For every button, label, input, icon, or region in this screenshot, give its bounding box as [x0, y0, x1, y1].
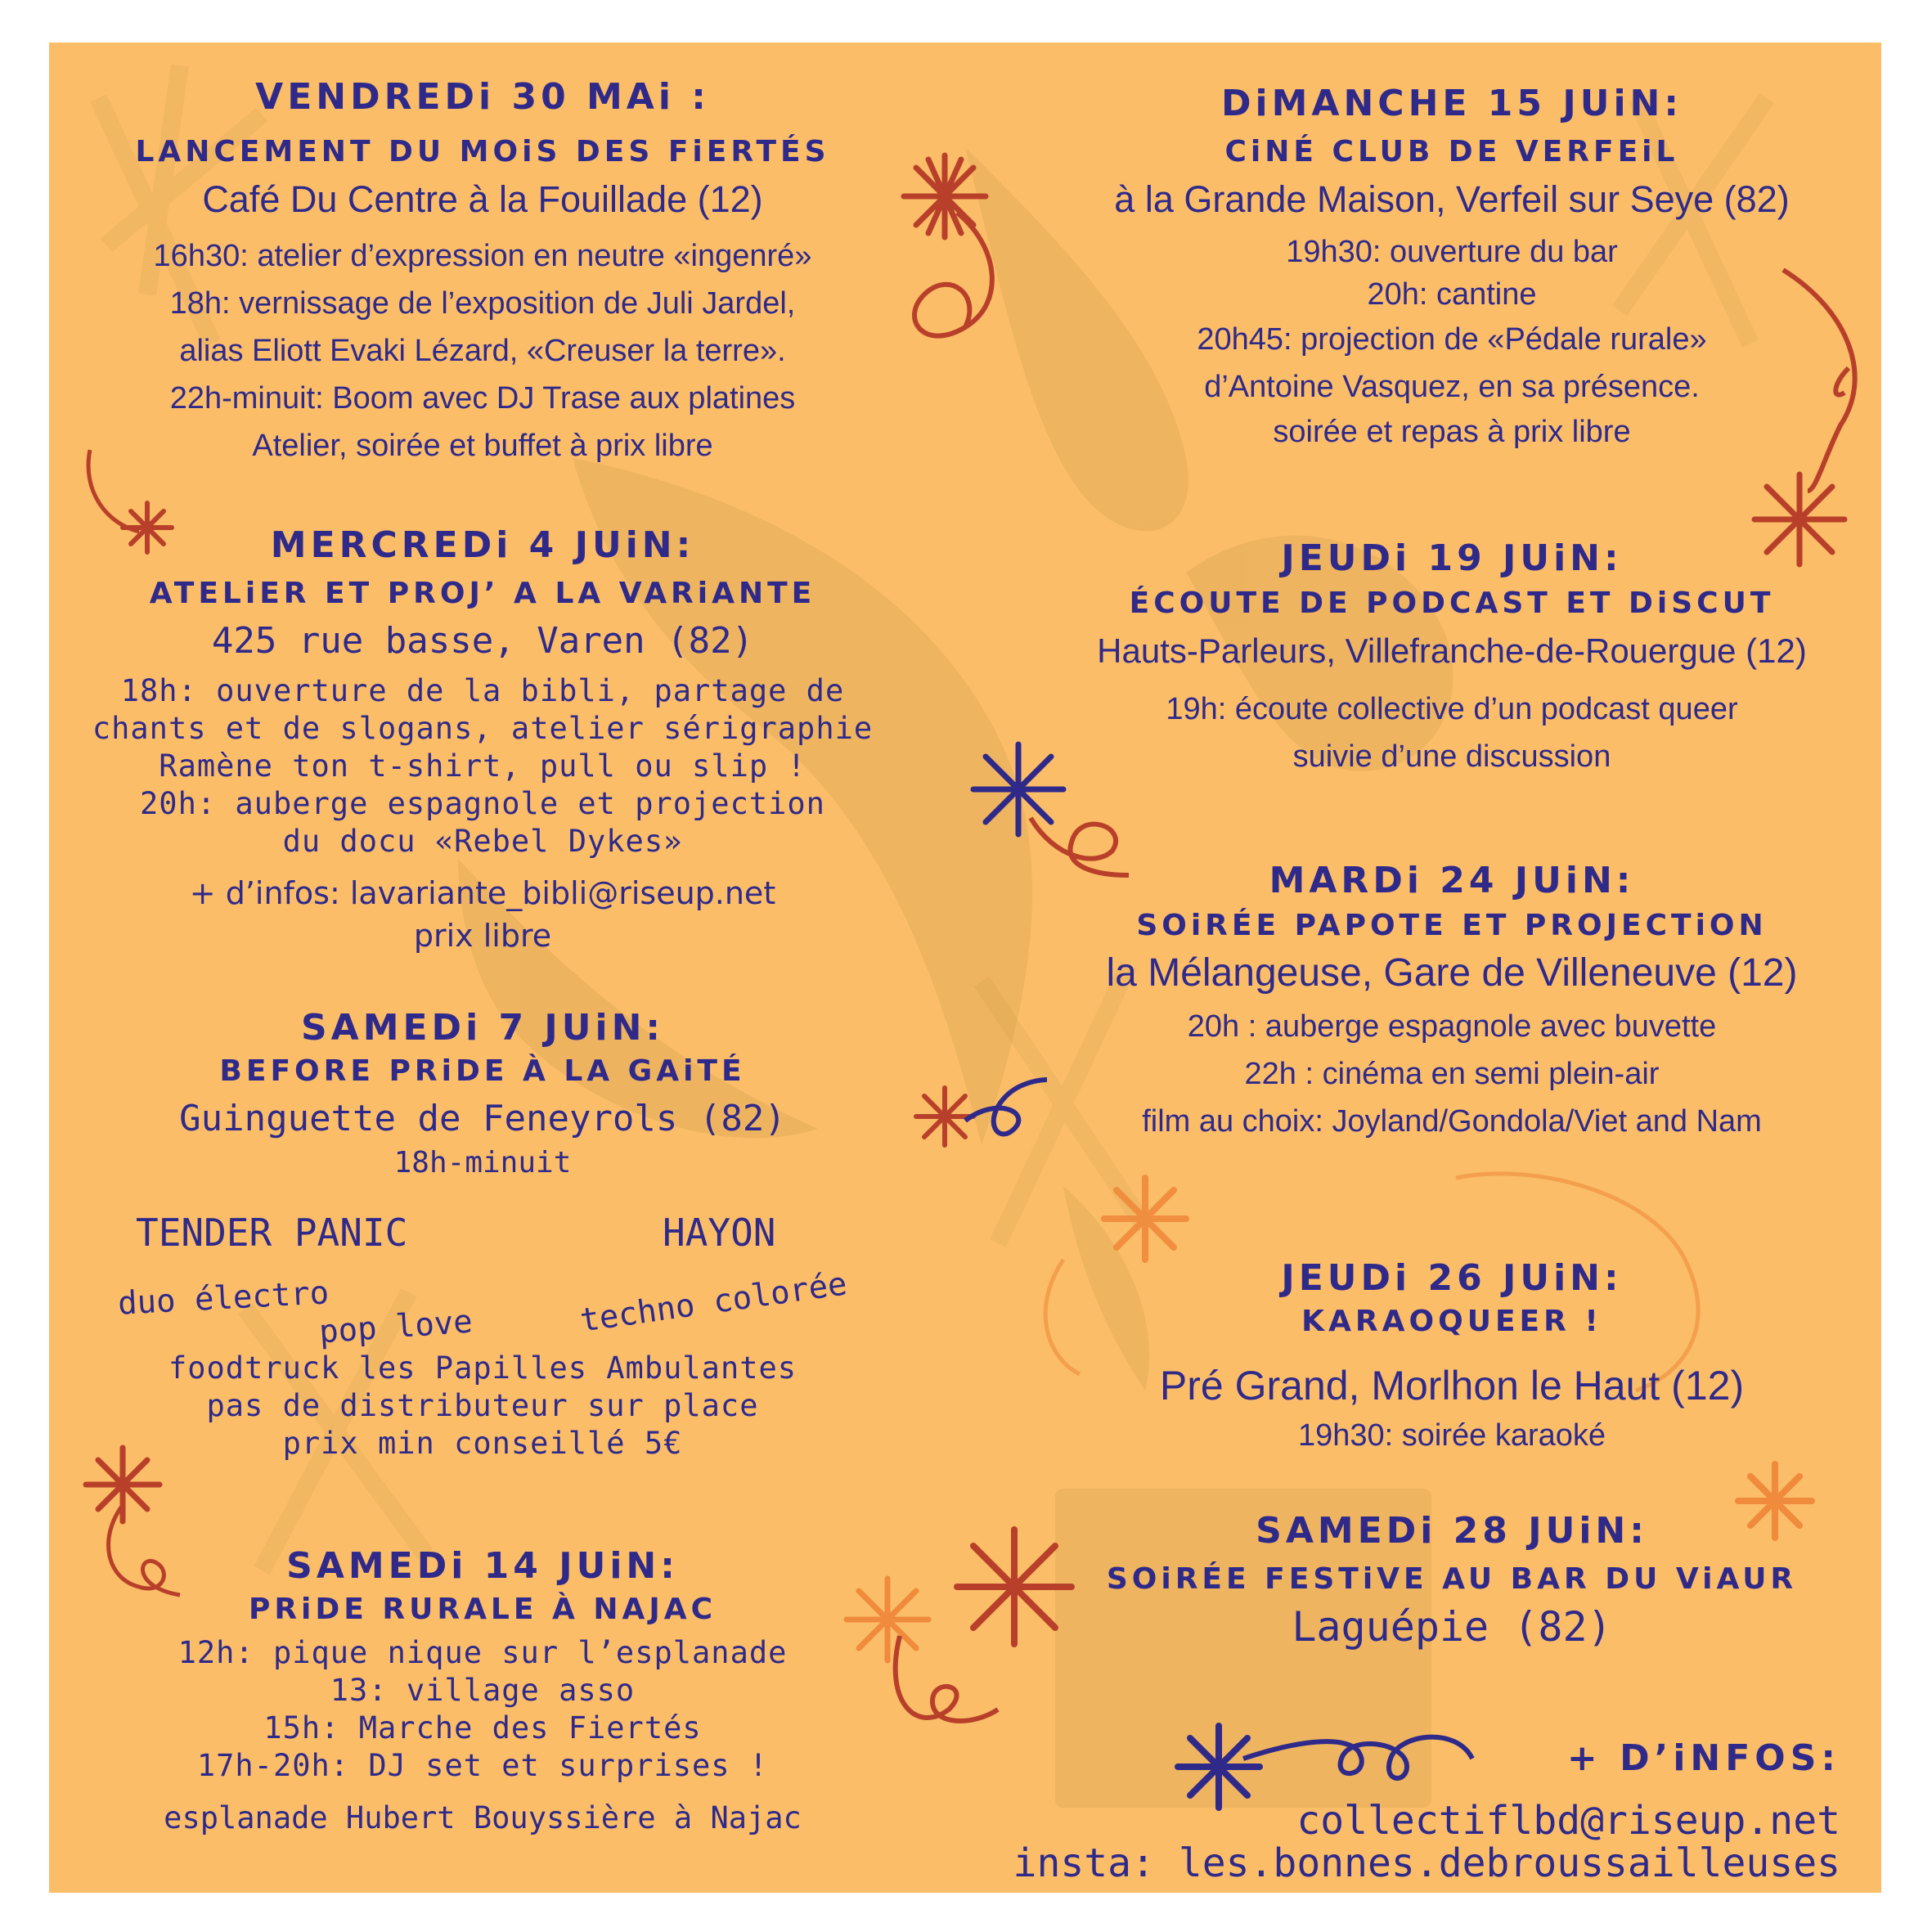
- event-line: alias Eliott Evaki Lézard, «Creuser la terre».: [179, 334, 786, 368]
- event-line: 20h: cantine: [1367, 277, 1537, 312]
- event-line: 22h : cinéma en semi plein-air: [1244, 1057, 1660, 1091]
- event-samedi-7-details: [90, 1350, 875, 1462]
- event-line: suivie d’une discussion: [1292, 739, 1611, 774]
- artist-hayon: HAYON: [663, 1211, 776, 1255]
- event-mardi-24-juin: [1022, 859, 1881, 1145]
- event-line: 19h30: ouverture du bar: [1286, 235, 1618, 269]
- event-line: 13: village asso: [330, 1673, 636, 1708]
- event-venue: à la Grande Maison, Verfeil sur Seye (82): [1114, 178, 1790, 220]
- event-samedi-7-juin: [90, 1006, 875, 1181]
- event-venue: la Mélangeuse, Gare de Villeneuve (12): [1106, 951, 1798, 995]
- event-place: esplanade Hubert Bouyssière à Najac: [164, 1800, 802, 1835]
- event-title: ÉCOUTE DE PODCAST ET DiSCUT: [1129, 586, 1775, 620]
- event-line: Ramène ton t-shirt, pull ou slip !: [159, 748, 806, 784]
- event-title: CiNÉ CLUB DE VERFEiL: [1224, 135, 1679, 168]
- event-line: 19h: écoute collective d’un podcast queer: [1166, 692, 1738, 726]
- event-samedi-14-juin: [90, 1544, 875, 1842]
- event-day: MERCREDi 4 JUiN:: [270, 524, 695, 566]
- event-line: 22h-minuit: Boom avec DJ Trase aux platines: [169, 381, 796, 416]
- event-day: VENDREDi 30 MAi :: [255, 76, 710, 118]
- infos-email[interactable]: collectiflbd@riseup.net: [1296, 1798, 1840, 1844]
- event-day: MARDi 24 JUiN:: [1269, 860, 1635, 901]
- event-line: pas de distributeur sur place: [206, 1388, 759, 1423]
- event-title: PRiDE RURALE À NAJAC: [248, 1593, 717, 1626]
- event-line: 20h: auberge espagnole et projection: [140, 786, 825, 821]
- event-line: film au choix: Joyland/Gondola/Viet and Nam: [1142, 1104, 1762, 1139]
- event-day: SAMEDi 28 JUiN:: [1256, 1510, 1648, 1552]
- event-day: DiMANCHE 15 JUiN:: [1221, 83, 1683, 124]
- event-day: SAMEDi 7 JUiN:: [300, 1007, 665, 1049]
- event-line: foodtruck les Papilles Ambulantes: [168, 1350, 798, 1386]
- event-line: d’Antoine Vasquez, en sa présence.: [1204, 370, 1700, 404]
- event-day: JEUDi 19 JUiN:: [1281, 537, 1623, 579]
- event-line: du docu «Rebel Dykes»: [282, 824, 683, 859]
- event-line: 20h45: projection de «Pédale rurale»: [1197, 322, 1707, 357]
- event-dimanche-15-juin: [1022, 82, 1881, 453]
- event-title: SOiRÉE FESTiVE AU BAR DU ViAUR: [1106, 1562, 1798, 1596]
- infos-section: [1013, 1726, 1840, 1889]
- event-mercredi-4-juin: [90, 523, 875, 957]
- event-line: 20h : auberge espagnole avec buvette: [1187, 1009, 1717, 1044]
- event-vendredi-30-mai: [90, 75, 875, 470]
- event-title: KARAOQUEER !: [1301, 1305, 1602, 1338]
- infos-title: + D’iNFOS:: [1566, 1737, 1840, 1779]
- event-line: 18h: ouverture de la bibli, partage de: [120, 673, 845, 708]
- event-title: SOiRÉE PAPOTE ET PROJECTiON: [1136, 909, 1768, 942]
- event-day: JEUDi 26 JUiN:: [1281, 1257, 1623, 1299]
- event-line: 19h30: soirée karaoké: [1297, 1418, 1606, 1453]
- event-jeudi-26-juin: [1022, 1256, 1881, 1459]
- event-line: prix min conseillé 5€: [282, 1426, 683, 1461]
- event-title: ATELiER ET PROJ’ A LA VARiANTE: [149, 577, 816, 610]
- event-venue: Café Du Centre à la Fouillade (12): [202, 178, 763, 220]
- event-time: 18h-minuit: [393, 1146, 572, 1179]
- event-venue: Pré Grand, Morlhon le Haut (12): [1159, 1363, 1745, 1409]
- event-venue: Laguépie (82): [1292, 1603, 1612, 1651]
- event-venue: Guinguette de Feneyrols (82): [179, 1098, 786, 1139]
- event-line: 17h-20h: DJ set et surprises !: [196, 1748, 769, 1783]
- event-title: BEFORE PRiDE À LA GAiTÉ: [219, 1054, 746, 1088]
- event-line: chants et de slogans, atelier sérigraphie: [92, 711, 874, 746]
- event-line: 15h: Marche des Fiertés: [263, 1710, 702, 1746]
- event-venue: Hauts-Parleurs, Villefranche-de-Rouergue (12): [1097, 631, 1807, 670]
- artist-tender-panic: TENDER PANIC: [136, 1211, 408, 1255]
- event-price: prix libre: [413, 918, 552, 954]
- event-line: soirée et repas à prix libre: [1273, 415, 1631, 449]
- event-samedi-28-juin: [1022, 1509, 1881, 1653]
- infos-instagram[interactable]: insta: les.bonnes.debroussailleuses: [1013, 1840, 1840, 1886]
- event-line: Atelier, soirée et buffet à prix libre: [252, 429, 713, 463]
- artist-tender-panic-desc: duo électro: [116, 1274, 330, 1323]
- event-line: 16h30: atelier d’expression en neutre «ingenré»: [153, 239, 812, 273]
- event-day: SAMEDi 14 JUiN:: [286, 1545, 679, 1587]
- artist-tender-panic-desc: pop love: [317, 1303, 474, 1351]
- event-title: LANCEMENT DU MOiS DES FiERTÉS: [135, 135, 830, 168]
- artist-hayon-desc: techno colorée: [577, 1265, 850, 1340]
- event-info-email: + d’infos: lavariante_bibli@riseup.net: [189, 875, 776, 911]
- event-jeudi-19-juin: [1022, 537, 1881, 780]
- event-line: 12h: pique nique sur l’esplanade: [177, 1635, 788, 1670]
- event-venue: 425 rue basse, Varen (82): [211, 620, 754, 662]
- event-line: 18h: vernissage de l’exposition de Juli Jardel,: [169, 286, 796, 321]
